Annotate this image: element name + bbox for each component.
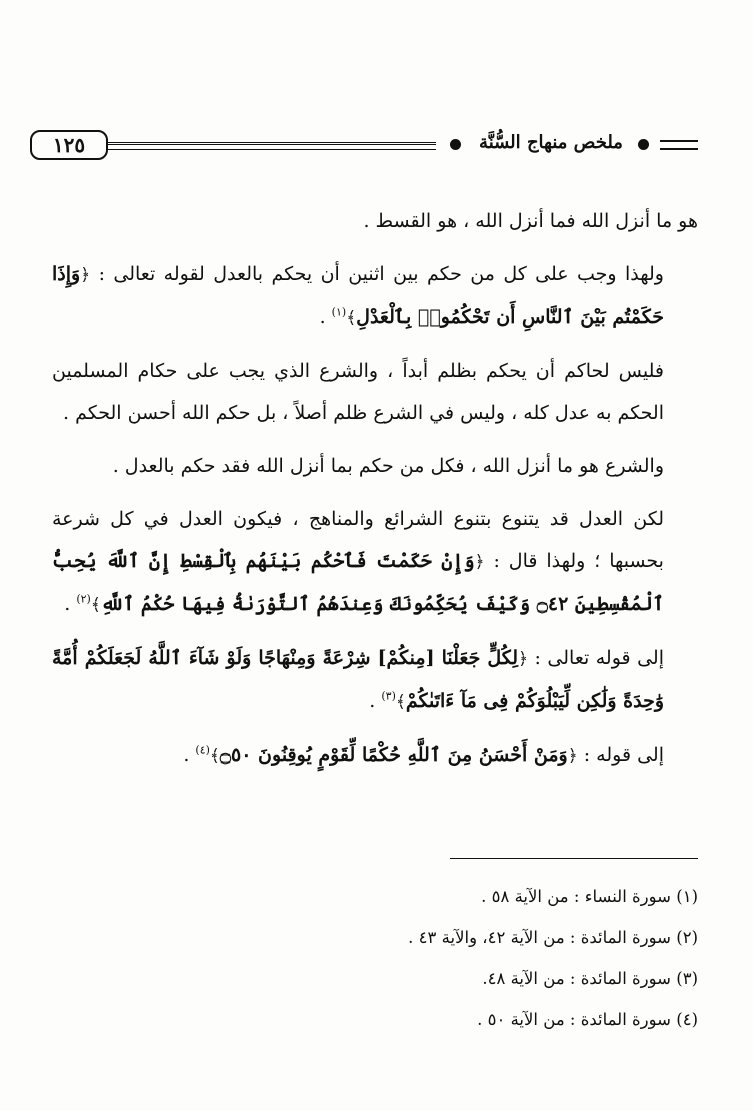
footnote: (١) سورة النساء : من الآية ٥٨ . bbox=[481, 887, 698, 906]
quran-bracket-close-icon: ﴾ bbox=[209, 746, 220, 766]
footnote-ref: (١) bbox=[331, 305, 347, 319]
quran-bracket-close-icon: ﴾ bbox=[395, 692, 406, 712]
footnote-ref: (٤) bbox=[195, 743, 210, 757]
quran-bracket-close-icon: ﴾ bbox=[346, 308, 357, 328]
main-text bbox=[52, 200, 698, 788]
bullet-dot-icon bbox=[450, 139, 461, 150]
paragraph: هو ما أنزل الله فما أنزل الله ، هو القسط . bbox=[363, 210, 698, 232]
quran-bracket-close-icon: ﴾ bbox=[90, 595, 101, 615]
footnote-divider bbox=[450, 858, 698, 859]
paragraph: إلى قوله : ﴿وَمَنْ أَحْسَنُ مِنَ ٱللَّهِ حُكْمًا لِّقَوْمٍ يُوقِنُونَ ۝٥٠﴾$^{(٤)}$ . bbox=[183, 743, 664, 766]
header-rule-right bbox=[660, 140, 698, 150]
running-title: ملخص منهاج السُّنَّة bbox=[479, 132, 623, 153]
quran-verse: وَإِذَا حَكَمْتُم بَيْنَ ٱلنَّاسِ أَن تَحْكُمُوا۟ بِٱلْعَدْلِ bbox=[52, 263, 664, 328]
paragraph: إلى قوله تعالى : ﴿لِكُلٍّ جَعَلْنَا [مِنكُمْ] شِرْعَةً وَمِنْهَاجًا وَلَوْ شَآءَ ٱللَّهُ لَجَعَلَكُمْ أُمَّةً وَٰحِدَةً وَلَٰكِن لِّيَبْلُوَكُمْ فِى مَآ ءَاتَىٰكُمْ﴾$^{(٣)}$ . bbox=[52, 647, 664, 712]
bullet-dot-icon bbox=[638, 139, 649, 150]
page-header bbox=[30, 130, 698, 166]
page-number: ١٢٥ bbox=[30, 130, 108, 160]
quran-verse: وَمَنْ أَحْسَنُ مِنَ ٱللَّهِ حُكْمًا لِّقَوْمٍ يُوقِنُونَ ۝٥٠ bbox=[219, 744, 568, 766]
footnote: (٤) سورة المائدة : من الآية ٥٠ . bbox=[477, 1010, 698, 1029]
quran-bracket-open-icon: ﴿ bbox=[567, 746, 578, 766]
footnote-ref: (٢) bbox=[76, 592, 91, 606]
paragraph: فليس لحاكم أن يحكم بظلم أبداً ، والشرع الذي يجب على حكام المسلمين الحكم به عدل كله ، وليس في الشرع ظلم أصلاً ، بل حكم الله أحسن الحكم . bbox=[52, 360, 664, 424]
footnotes bbox=[300, 876, 698, 1040]
footnote: (٣) سورة المائدة : من الآية ٤٨. bbox=[482, 969, 698, 988]
quran-verse: وَإِنْ حَكَمْتَ فَٱحْكُم بَيْنَهُم بِٱلْقِسْطِ إِنَّ ٱللَّهَ يُحِبُّ ٱلْمُقْسِطِينَ ۝٤٢ وَكَيْفَ يُحَكِّمُونَكَ وَعِندَهُمُ ٱلتَّوْرَىٰةُ فِيهَا حُكْمُ ٱللَّهِ bbox=[52, 550, 664, 615]
quran-bracket-open-icon: ﴿ bbox=[518, 649, 529, 669]
quran-bracket-open-icon: ﴿ bbox=[80, 265, 91, 285]
header-rule-left bbox=[108, 142, 436, 150]
quran-verse: لِكُلٍّ جَعَلْنَا [مِنكُمْ] شِرْعَةً وَمِنْهَاجًا وَلَوْ شَآءَ ٱللَّهُ لَجَعَلَكُمْ أُمَّةً وَٰحِدَةً وَلَٰكِن لِّيَبْلُوَكُمْ فِى مَآ ءَاتَىٰكُمْ bbox=[52, 647, 664, 712]
paragraph: والشرع هو ما أنزل الله ، فكل من حكم بما أنزل الله فقد حكم بالعدل . bbox=[112, 455, 664, 477]
paragraph: ولهذا وجب على كل من حكم بين اثنين أن يحكم بالعدل لقوله تعالى : ﴿وَإِذَا حَكَمْتُم بَيْنَ ٱلنَّاسِ أَن تَحْكُمُوا۟ بِٱلْعَدْلِ﴾$^{(١)}$ . bbox=[52, 263, 664, 328]
paragraph: لكن العدل قد يتنوع بتنوع الشرائع والمناهج ، فيكون العدل في كل شرعة بحسبها ؛ ولهذا قال : ﴿وَإِنْ حَكَمْتَ فَٱحْكُم بَيْنَهُم بِٱلْقِسْطِ إِنَّ ٱللَّهَ يُحِبُّ ٱلْمُقْسِطِينَ ۝٤٢ وَكَيْفَ يُحَكِّمُونَكَ وَعِندَهُمُ ٱلتَّوْرَىٰةُ فِيهَا حُكْمُ ٱللَّهِ﴾$^{(٢)}$ . bbox=[52, 508, 664, 615]
footnote: (٢) سورة المائدة : من الآية ٤٢، والآية ٤٣ . bbox=[408, 928, 698, 947]
quran-bracket-open-icon: ﴿ bbox=[474, 552, 485, 572]
footnote-ref: (٣) bbox=[381, 689, 396, 703]
